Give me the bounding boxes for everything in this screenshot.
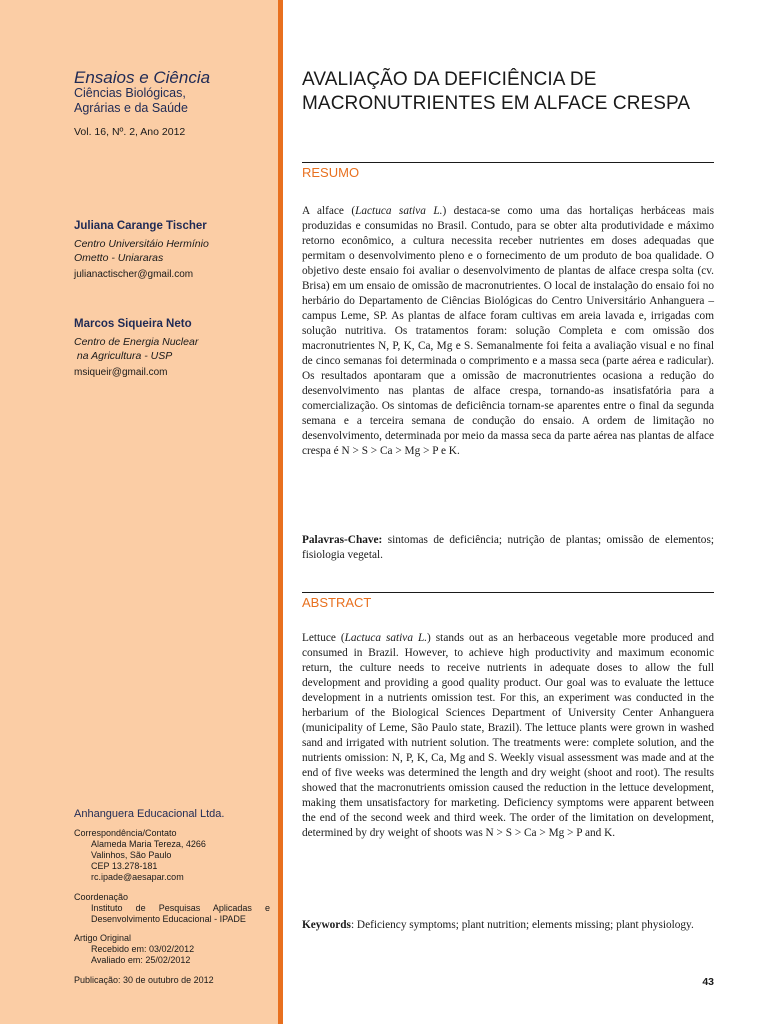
author-affiliation: Centro Universitáio Hermínio Ometto - Uniararas: [74, 238, 209, 264]
palavras-chave: [302, 533, 714, 563]
journal-title: Ensaios e Ciência: [74, 68, 211, 87]
abstract-text-body: ) stands out as an herbaceous vegetable more produced and consumed in Brazil. However, to achieve high productivity and maximum economic return, the culture needs to receive nutrients in adequate doses to allow the full development and providing a good quality product. Our goal was to evaluate the lettuce development in a nutrients omission test. For this, an experiment was conducted in the herbarium of the Biological Sciences Department of University Center Anhanguera (municipality of Leme, São Paulo state, Brazil). The lettuce plants were grown in washed sand and irrigated with nutrient solution. The treatments were: complete solution, and the nutrients omission: N, P, K, Ca, Mg and S. Weekly visual assessment was made and at the end of five weeks was determined the length and dry weight (shoot and root). The results showed that the macronutrients omission caused the reduction in the lettuce development, making them unsatisfactory for marketing. Deficiency symptoms were apparent between the end of the second week and third week. The order of the limitation on development, determined by dry weight of shoots was N > S > Ca > Mg > P and K.: [302, 632, 714, 839]
section-divider-resumo: [302, 162, 714, 163]
author-email[interactable]: msiqueir@gmail.com: [74, 367, 168, 378]
resumo-text-start: A alface (: [302, 205, 356, 217]
coordination-line: Desenvolvimento Educacional - IPADE: [91, 914, 246, 924]
journal-subtitle: [74, 86, 270, 116]
publisher-name: Anhanguera Educacional Ltda.: [74, 808, 225, 820]
abstract-heading: ABSTRACT: [302, 595, 372, 610]
abstract-paragraph: [302, 631, 714, 841]
author-email[interactable]: julianactischer@gmail.com: [74, 269, 194, 280]
resumo-heading: RESUMO: [302, 165, 360, 180]
author-block-2: [74, 318, 270, 378]
keywords: [302, 918, 714, 933]
keywords-label: Keywords: [302, 919, 351, 931]
article-dates: [74, 933, 270, 966]
author-affiliation: Centro de Energia Nuclear na Agricultura - USP: [74, 336, 199, 362]
address-line: Alameda Maria Tereza, 4266: [91, 839, 206, 849]
journal-subtitle-line-2: Agrárias e da Saúde: [74, 101, 188, 115]
author-block-1: [74, 220, 270, 280]
resumo-text-body: ) destaca-se como uma das hortaliças herbáceas mais produzidas e consumidas no Brasil. Contudo, para se obter alta produtividade e máximo retorno econômico, a cultura necessita receber nutrientes em doses adequadas que permitam o desenvolvimento pleno e o fornecimento de um produto de boa qualidade. O objetivo deste ensaio foi avaliar o desenvolvimento de plantas de alface crespa solta (cv. Brisa) em um ensaio de omissão de macronutrientes. O local de instalação do ensaio foi no herbário do Departamento de Ciências Biológicas do Centro Universitário Anhanguera – campus Leme, SP. As plantas de alface foram cultivas em areia lavada e, irrigadas com solução nutritiva. Os tratamentos foram: solução Completa e com omissão dos macronutrientes N, P, K, Ca, Mg e S. Semanalmente foi feita a avaliação visual e no final de cinco semanas foi determinada o comprimento e a massa seca (parte aérea e radicular). Os resultados apontaram que a omissão de macronutrientes ocasiona a redução do desenvolvimento nas plantas de alface crespa, tornando-as insatisfatória para a comercialização. Os sintomas de deficiência tornam-se aparentes entre o final da segunda semana e a terceira semana de condução do ensaio. A ordem de limitação no desenvolvimento, determinada por meio da massa seca da parte aérea nas plantas de alface crespa é N > S > Ca > Mg > P e K.: [302, 205, 714, 457]
article-title: [302, 68, 714, 116]
received-date: Recebido em: 03/02/2012: [91, 944, 195, 954]
sidebar-border: [278, 0, 283, 1024]
journal-subtitle-line-1: Ciências Biológicas,: [74, 86, 186, 100]
contact-email[interactable]: rc.ipade@aesapar.com: [91, 872, 184, 882]
palavras-chave-label: Palavras-Chave:: [302, 534, 383, 546]
address-line: CEP 13.278-181: [91, 861, 158, 871]
palavras-chave-text: sintomas de deficiência; nutrição de plantas; omissão de elementos; fisiologia vegetal.: [302, 534, 714, 561]
article-title-line-2: MACRONUTRIENTES EM ALFACE CRESPA: [302, 93, 691, 114]
author-name: Juliana Carange Tischer: [74, 220, 207, 232]
abstract-text-start: Lettuce (: [302, 632, 345, 644]
author-name: Marcos Siqueira Neto: [74, 318, 192, 330]
reviewed-date: Avaliado em: 25/02/2012: [91, 955, 191, 965]
correspondence-block: [74, 828, 270, 883]
coordination-line: Instituto de Pesquisas Aplicadas e: [91, 903, 270, 913]
resumo-paragraph: [302, 204, 714, 459]
species-name: Lactuca sativa L.: [355, 205, 443, 217]
coordination-label: Coordenação: [74, 892, 129, 902]
section-divider-abstract: [302, 592, 714, 593]
volume-info: Vol. 16, Nº. 2, Ano 2012: [74, 126, 186, 138]
keywords-text: : Deficiency symptoms; plant nutrition; elements missing; plant physiology.: [350, 919, 694, 931]
address-line: Valinhos, São Paulo: [91, 850, 172, 860]
correspondence-label: Correspondência/Contato: [74, 828, 177, 838]
species-name: Lactuca sativa L.: [344, 632, 428, 644]
article-type: Artigo Original: [74, 933, 132, 943]
coordination-block: [74, 892, 270, 925]
page-number: 43: [702, 976, 714, 988]
publication-date: Publicação: 30 de outubro de 2012: [74, 975, 214, 985]
article-title-line-1: AVALIAÇÃO DA DEFICIÊNCIA DE: [302, 69, 597, 90]
